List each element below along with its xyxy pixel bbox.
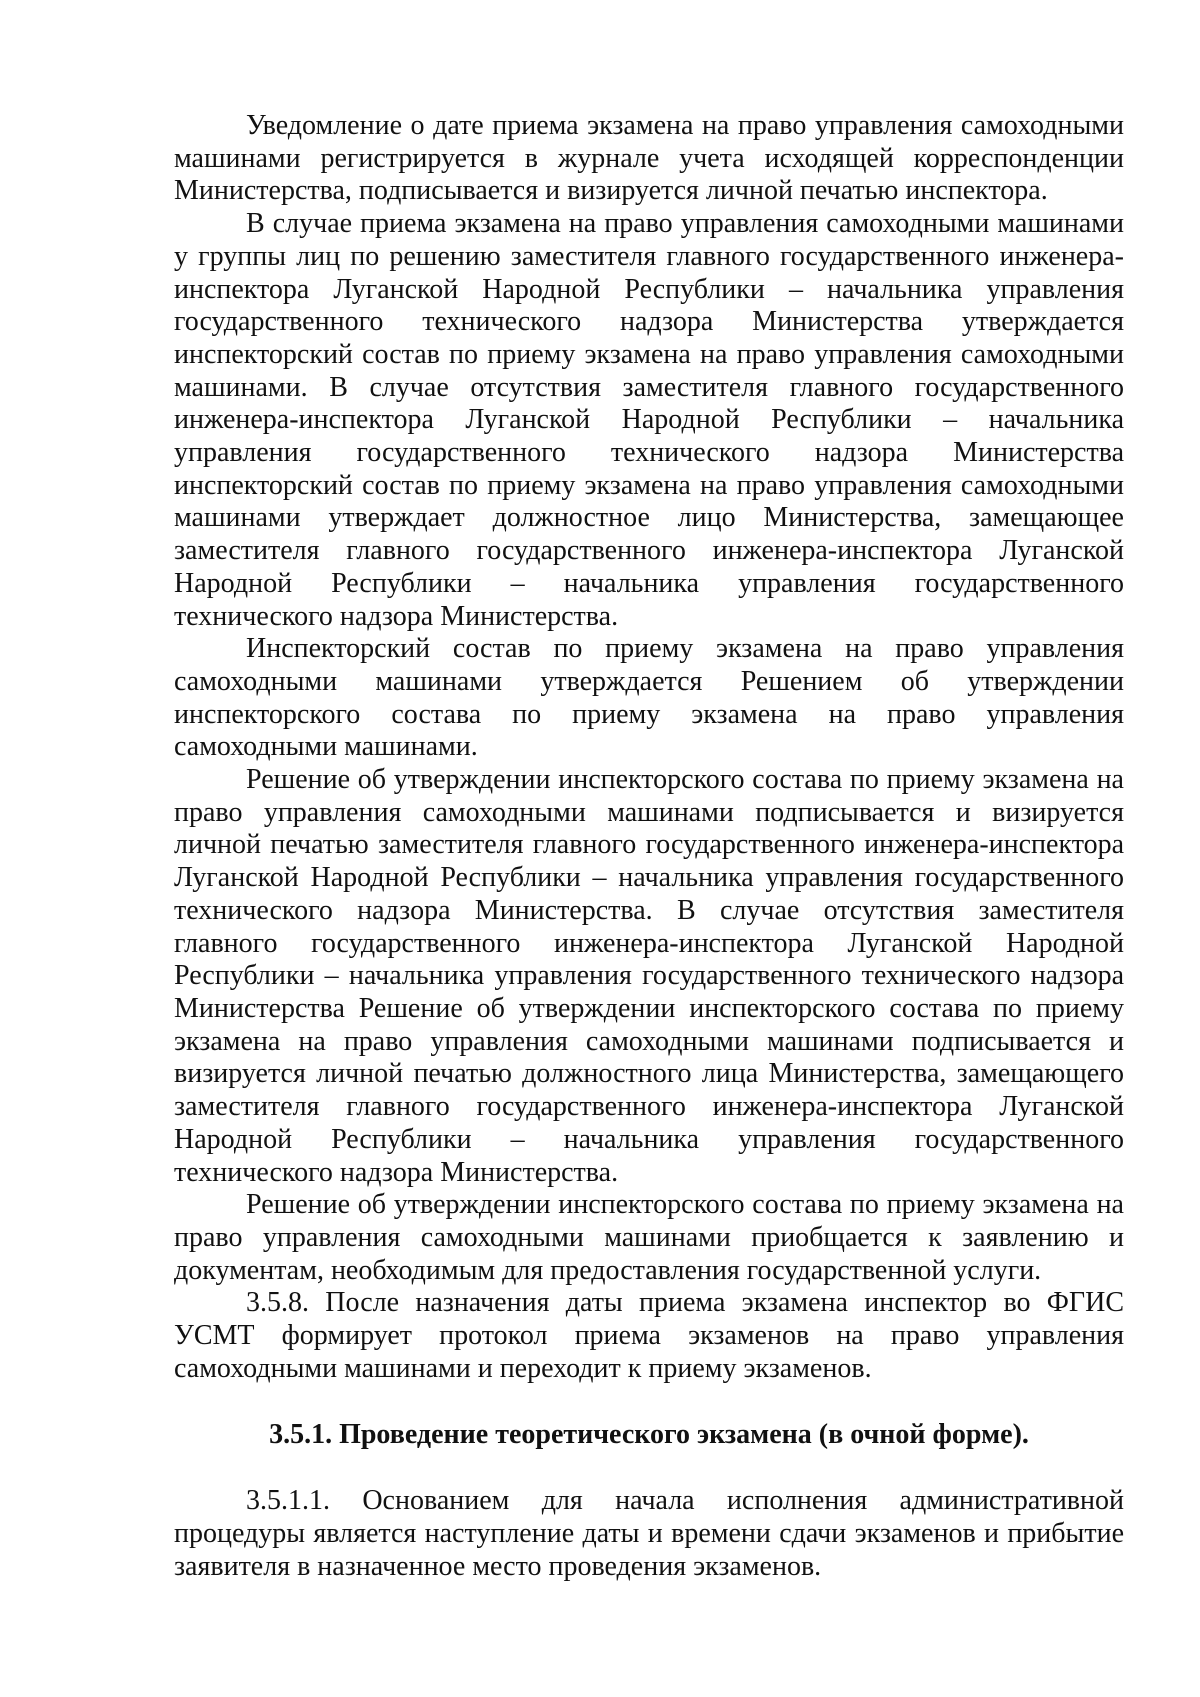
paragraph-notification: Уведомление о дате приема экзамена на право управления самоходными машинами регистрируется в журнале учета исходящей корреспонденции Министерства, подписывается и визируется личной печатью инспектора.	[174, 110, 1124, 207]
paragraph-group-exam: В случае приема экзамена на право управления самоходными машинами у группы лиц по решению заместителя главного государственного инженера-инспектора Луганской Народной Республики – начальника управления государственного технического надзора Министерства утверждается инспекторский состав по приему экзамена на право управления самоходными машинами. В случае отсутствия заместителя главного государственного инженера-инспектора Луганской Народной Республики – начальника управления государственного технического надзора Министерства инспекторский состав по приему экзамена на право управления самоходными машинами утверждает должностное лицо Министерства, замещающее заместителя главного государственного инженера-инспектора Луганской Народной Республики – начальника управления государственного технического надзора Министерства.	[174, 208, 1124, 632]
paragraph-decision-signing: Решение об утверждении инспекторского состава по приему экзамена на право управления самоходными машинами подписывается и визируется личной печатью заместителя главного государственного инженера-инспектора Луганской Народной Республики – начальника управления государственного технического надзора Министерства. В случае отсутствия заместителя главного государственного инженера-инспектора Луганской Народной Республики – начальника управления государственного технического надзора Министерства Решение об утверждении инспекторского состава по приему экзамена на право управления самоходными машинами подписывается и визируется личной печатью должностного лица Министерства, замещающего заместителя главного государственного инженера-инспектора Луганской Народной Республики – начальника управления государственного технического надзора Министерства.	[174, 764, 1124, 1188]
document-page	[174, 110, 1124, 1584]
paragraph-3-5-8: 3.5.8. После назначения даты приема экзамена инспектор во ФГИС УСМТ формирует протокол приема экзаменов на право управления самоходными машинами и переходит к приему экзаменов.	[174, 1287, 1124, 1384]
paragraph-3-5-1-1: 3.5.1.1. Основанием для начала исполнения административной процедуры является наступление даты и времени сдачи экзаменов и прибытие заявителя в назначенное место проведения экзаменов.	[174, 1485, 1124, 1582]
paragraph-inspector-staff: Инспекторский состав по приему экзамена на право управления самоходными машинами утверждается Решением об утверждении инспекторского состава по приему экзамена на право управления самоходными машинами.	[174, 633, 1124, 763]
paragraph-decision-attachment: Решение об утверждении инспекторского состава по приему экзамена на право управления самоходными машинами приобщается к заявлению и документам, необходимым для предоставления государственной услуги.	[174, 1189, 1124, 1286]
section-heading: 3.5.1. Проведение теоретического экзамена (в очной форме).	[269, 1419, 1029, 1451]
